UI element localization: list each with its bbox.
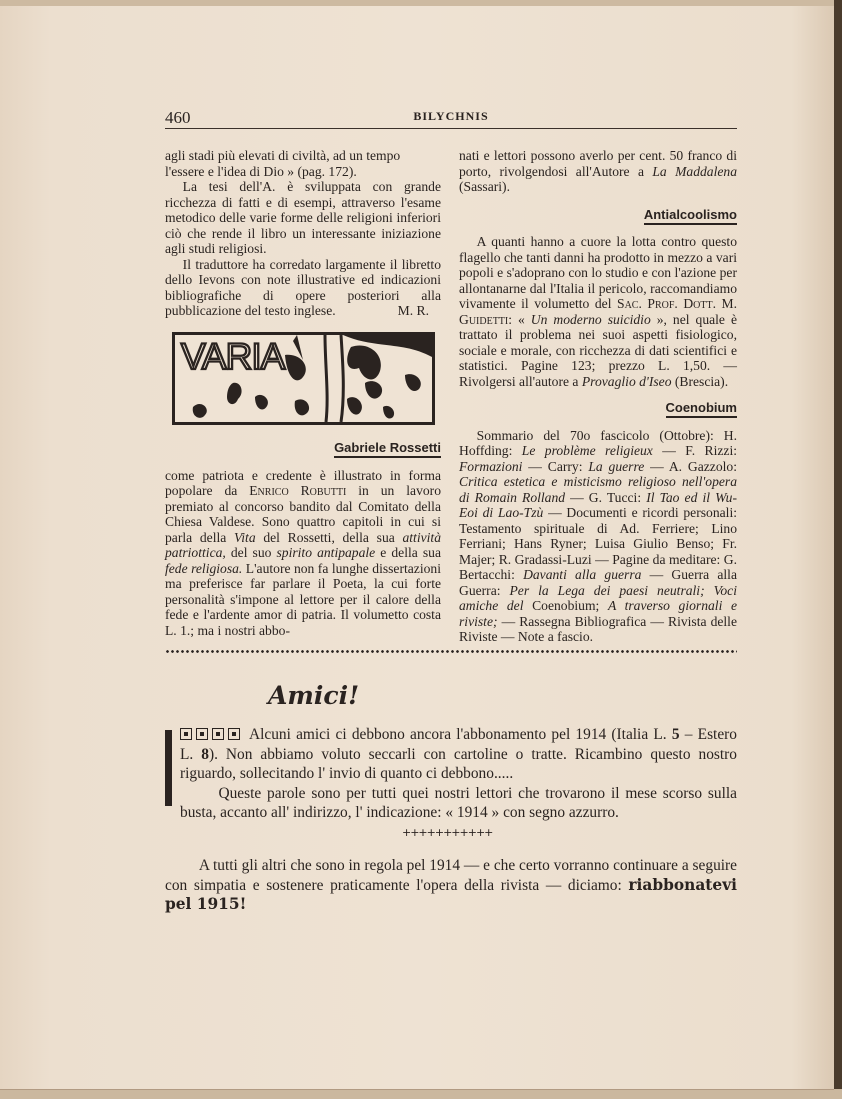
varia-emblem-label: VARIA: [181, 336, 285, 377]
notice-side-bar: [165, 730, 172, 806]
section-title-coenobium: Coenobium: [666, 400, 738, 418]
coen-text-i: — Rassegna Bibliografica — Rivista delle Riviste — Note a fascio.: [459, 613, 737, 644]
continuation-paragraph: [459, 148, 737, 195]
notice-text-a: Alcuni amici ci debbono ancora l'abbonamento pel 1914 (Italia L.: [249, 726, 672, 743]
subscription-notice: [165, 725, 737, 823]
closing-call: riabbonatevi pel 1915!: [165, 875, 737, 913]
notice-text-c: ). Non abbiamo voluto seccarli con cartoline o tratte. Ricambino questo nostro riguardo, sollecitando l' invio di quanto ci debbono.....: [180, 745, 737, 782]
coen-text-f: — Documenti e ricordi personali: Testamento spirituale di Ad. Ferriere; Lino Ferriani; Hans Ryner; Luisa Giulio Benso; Fr. Majer; R. Gradassi-Luzi — Pagine da meditare: G. Bertacchi:: [459, 505, 737, 582]
left-column-rossetti: [165, 440, 441, 638]
price-abroad: 8: [201, 745, 209, 763]
continuation-text-a: nati e lettori possono averlo per cent. 50 franco di porto, rivolgendosi all'Autore a: [459, 148, 737, 179]
rossetti-text-e: e della sua: [375, 545, 441, 560]
continuation-place: La Maddalena: [652, 163, 738, 179]
binding-edge: [834, 0, 842, 1099]
coen-text-d: — A. Gazzolo:: [644, 458, 737, 474]
coen-text-g: — Guerra alla Guerra:: [459, 567, 737, 598]
coen-item-3: La guerre: [588, 458, 645, 474]
varia-illustration: [175, 335, 432, 422]
review-paragraph: La tesi dell'A. è sviluppata con grande ricchezza di fatti e di esempi, attraverso l'esame metodico delle varie forme delle religioni inferiori ciò che rende il libro un interessante iniziazione agli studi religiosi.: [165, 179, 441, 256]
coen-item-4: Critica estetica e misticismo religioso nell'opera di Romain Rolland: [459, 474, 737, 505]
cross-divider: +++++++++++: [402, 828, 493, 838]
page-number: 460: [165, 108, 191, 127]
coen-text-c: — Carry:: [522, 458, 589, 474]
coen-item-5: Il Tao ed il Wu-Eoi di Lao-Tzù: [459, 489, 737, 520]
closing-paragraph: [165, 856, 737, 915]
dotted-divider: [165, 650, 737, 653]
section-heading-antialcoolismo: [459, 207, 737, 224]
varia-emblem: [172, 332, 435, 425]
closing-text: [165, 856, 737, 915]
rossetti-author: Enrico Robutti: [249, 483, 347, 498]
page-bottom-edge: [0, 1089, 842, 1099]
coen-item-8: A traverso giornali e riviste;: [459, 598, 737, 629]
rossetti-text-a: come patriota e credente è illustrato in forma popolare da: [165, 467, 441, 498]
anti-text-d: (Brescia).: [671, 373, 729, 389]
coenobium-paragraph: [459, 428, 737, 645]
anti-title: Un moderno suicidio: [530, 311, 651, 327]
rossetti-attivita: attività patriottica,: [165, 529, 441, 560]
coen-text-h: Coenobium;: [523, 598, 608, 613]
notice-paragraph-2: Queste parole sono per tutti quei nostri lettori che trovarono il mese scorso sulla busta, accanto all' indirizzo, l' indicazione: « 1914 » con segno azzurro.: [180, 784, 737, 821]
continuation-text-b: (Sassari).: [459, 179, 510, 194]
page-top-edge: [0, 0, 842, 6]
antialcoolismo-paragraph: [459, 234, 737, 389]
anti-place: Provaglio d'Iseo: [581, 373, 672, 389]
journal-title: BILYCHNIS: [413, 109, 489, 123]
rossetti-text-b: in un lavoro premiato al concorso bandito dal Comitato della Chiesa Valdese. Sono quattro capitoli in cui si parla della: [165, 483, 442, 545]
bottom-rule: [0, 1089, 834, 1090]
running-head: [165, 106, 737, 129]
coen-text-b: — F. Rizzi:: [652, 443, 737, 458]
review-line-1: agli stadi più elevati di civiltà, ad un tempo: [165, 148, 401, 163]
notice-title: Amici!: [268, 681, 360, 710]
left-column-top: [165, 148, 441, 319]
review-line-2: l'essere e l'idea di Dio » (pag. 172).: [165, 163, 357, 179]
closing-text-a: A tutti gli altri che sono in regola pel 1914 — e che certo vorranno continuare a seguire con simpatia e sostenere praticamente l'opera della rivista — diciamo:: [165, 857, 737, 894]
anti-text-b: : «: [508, 311, 531, 327]
notice-paragraph-1: [180, 725, 737, 784]
translator-paragraph: [165, 257, 441, 319]
section-title-antialcoolismo: Antialcoolismo: [644, 207, 737, 225]
right-column: [459, 148, 737, 645]
coen-item-1: Le problème religieux: [521, 443, 653, 458]
rossetti-spirito: spirito antipapale: [276, 545, 376, 560]
coen-item-2: Formazioni: [459, 458, 523, 474]
section-title-rossetti: Gabriele Rossetti: [334, 440, 441, 458]
price-italy: 5: [671, 726, 680, 743]
translator-text: Il traduttore ha corredato largamente il libretto dello Ievons con note illustrative ed indicazioni bibliografiche di opere posteriori alla pubblicazione del testo inglese.: [165, 256, 441, 318]
coen-item-6: Davanti alla guerra: [523, 567, 642, 582]
review-signature: M. R.: [397, 303, 429, 318]
notice-text-b: – Estero L.: [180, 726, 737, 763]
square-ornaments: [180, 725, 244, 745]
rossetti-vita: Vita: [233, 529, 256, 545]
rossetti-fede: fede religiosa.: [165, 560, 243, 576]
notice-body: [180, 725, 737, 823]
section-heading-coenobium: [459, 400, 737, 417]
rossetti-text-c: del Rossetti, della sua: [255, 529, 403, 545]
anti-text-c: », nel quale è trattato il problema nei suoi aspetti fisiologico, sociale e morale, con ricchezza di dati scientifici e statistici. Pagine 123; prezzo L. 1,50. — Rivolgersi all'autore a: [459, 311, 737, 389]
coen-text-a: Sommario del 70o fascicolo (Ottobre): H. Hoffding:: [459, 427, 737, 458]
anti-text-a: A quanti hanno a cuore la lotta contro questo flagello che tanti danni ha prodotto in mezzo a vari popoli e s'adoprano con lo studio e con l'azione per allontanarne dal l'Italia il pericolo, raccomandiamo vivamente il volumetto del: [459, 234, 737, 311]
rossetti-paragraph: [165, 468, 441, 639]
rossetti-text-f: L'autore non fa lunghe dissertazioni ma preferisce far parlare il Poeta, la cui forte personalità s'impone al lettore per il calore della fede e l'ardente amor di patria. Il volumetto costa L. 1.; ma i nostri abbo-: [165, 560, 441, 638]
rossetti-text-d: del suo: [225, 545, 277, 560]
anti-author: Sac. Prof. Dott. M. Guidetti: [459, 296, 737, 327]
section-heading-rossetti: [165, 440, 441, 457]
coen-item-7: Per la Lega dei paesi neutrali; Voci amiche del: [459, 582, 737, 613]
coen-text-e: — G. Tucci:: [565, 489, 647, 505]
